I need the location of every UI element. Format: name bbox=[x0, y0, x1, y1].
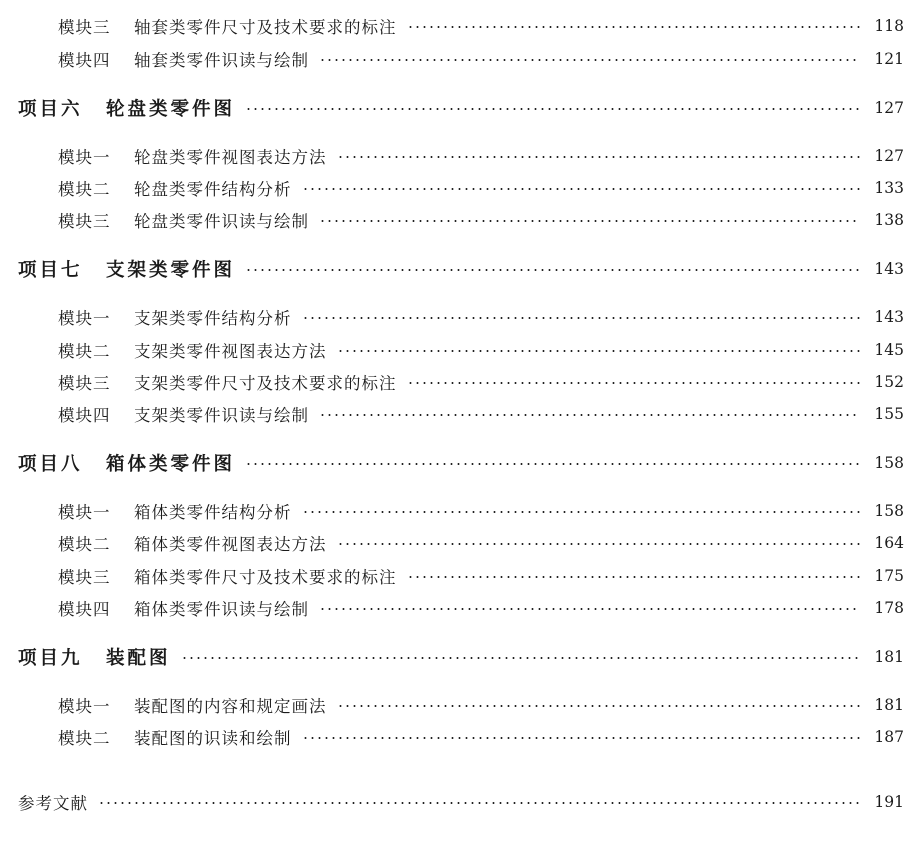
entry-title: 轮盘类零件识读与绘制 bbox=[134, 212, 309, 231]
page-number: 181 bbox=[874, 648, 904, 666]
toc-entry-module[interactable] bbox=[0, 496, 920, 526]
toc-entry-project[interactable] bbox=[0, 254, 920, 284]
entry-title: 轮盘类零件图 bbox=[106, 99, 236, 120]
page-number: 178 bbox=[874, 599, 904, 617]
entry-number: 模块二 bbox=[58, 342, 111, 361]
entry-number: 模块三 bbox=[58, 374, 111, 393]
toc-entry-module[interactable] bbox=[0, 11, 920, 41]
toc-entry-module[interactable] bbox=[0, 302, 920, 332]
dot-leader bbox=[319, 414, 860, 416]
entry-number: 项目六 bbox=[18, 99, 83, 120]
entry-number: 模块四 bbox=[58, 600, 111, 619]
dot-leader bbox=[407, 26, 861, 28]
toc-entry-project[interactable] bbox=[0, 93, 920, 123]
dot-leader bbox=[319, 220, 860, 222]
dot-leader bbox=[245, 269, 860, 271]
entry-number: 模块二 bbox=[58, 535, 111, 554]
toc-entry-module[interactable] bbox=[0, 593, 920, 623]
toc-entry-module[interactable] bbox=[0, 141, 920, 171]
page-number: 158 bbox=[874, 502, 904, 520]
dot-leader bbox=[337, 543, 861, 545]
dot-leader bbox=[245, 108, 860, 110]
entry-title: 轮盘类零件结构分析 bbox=[134, 180, 292, 199]
toc-entry-module[interactable] bbox=[0, 335, 920, 365]
dot-leader bbox=[337, 156, 861, 158]
toc-entry-module[interactable] bbox=[0, 561, 920, 591]
page-number: 158 bbox=[874, 454, 904, 472]
dot-leader bbox=[245, 463, 860, 465]
entry-number: 模块三 bbox=[58, 212, 111, 231]
entry-number: 模块三 bbox=[58, 18, 111, 37]
entry-number: 模块一 bbox=[58, 503, 111, 522]
entry-number: 模块二 bbox=[58, 180, 111, 199]
entry-title: 箱体类零件图 bbox=[106, 454, 236, 475]
page-number: 181 bbox=[874, 696, 904, 714]
page-number: 127 bbox=[874, 99, 904, 117]
page-number: 127 bbox=[874, 147, 904, 165]
entry-number: 项目七 bbox=[18, 260, 83, 281]
dot-leader bbox=[319, 608, 860, 610]
page-number: 187 bbox=[874, 728, 904, 746]
entry-title: 箱体类零件识读与绘制 bbox=[134, 600, 309, 619]
entry-number: 项目八 bbox=[18, 454, 83, 475]
toc-entry-module[interactable] bbox=[0, 399, 920, 429]
entry-title: 装配图的识读和绘制 bbox=[134, 729, 292, 748]
page-number: 133 bbox=[874, 179, 904, 197]
entry-title: 支架类零件图 bbox=[106, 260, 236, 281]
toc-entry-module[interactable] bbox=[0, 367, 920, 397]
entry-title: 轮盘类零件视图表达方法 bbox=[134, 148, 327, 167]
entry-title: 轴套类零件尺寸及技术要求的标注 bbox=[134, 18, 397, 37]
toc-entry-references[interactable] bbox=[0, 787, 920, 817]
entry-title: 支架类零件视图表达方法 bbox=[134, 342, 327, 361]
toc-entry-project[interactable] bbox=[0, 642, 920, 672]
entry-number: 模块四 bbox=[58, 406, 111, 425]
entry-title: 装配图的内容和规定画法 bbox=[134, 697, 327, 716]
page-number: 118 bbox=[874, 17, 904, 35]
page-number: 143 bbox=[874, 260, 904, 278]
dot-leader bbox=[302, 737, 861, 739]
entry-title: 支架类零件尺寸及技术要求的标注 bbox=[134, 374, 397, 393]
entry-number: 项目九 bbox=[18, 648, 83, 669]
dot-leader bbox=[319, 59, 860, 61]
entry-title: 轴套类零件识读与绘制 bbox=[134, 51, 309, 70]
toc-entry-module[interactable] bbox=[0, 44, 920, 74]
toc-entry-module[interactable] bbox=[0, 528, 920, 558]
page-number: 143 bbox=[874, 308, 904, 326]
toc-entry-module[interactable] bbox=[0, 205, 920, 235]
dot-leader bbox=[337, 705, 861, 707]
page-number: 155 bbox=[874, 405, 904, 423]
page-number: 152 bbox=[874, 373, 904, 391]
dot-leader bbox=[302, 317, 861, 319]
entry-title: 箱体类零件结构分析 bbox=[134, 503, 292, 522]
entry-number: 模块一 bbox=[58, 697, 111, 716]
toc-entry-module[interactable] bbox=[0, 173, 920, 203]
entry-number: 模块一 bbox=[58, 148, 111, 167]
dot-leader bbox=[337, 350, 861, 352]
page-number: 121 bbox=[874, 50, 904, 68]
entry-title: 箱体类零件尺寸及技术要求的标注 bbox=[134, 568, 397, 587]
page-number: 175 bbox=[874, 567, 904, 585]
entry-title: 支架类零件识读与绘制 bbox=[134, 406, 309, 425]
toc-entry-module[interactable] bbox=[0, 690, 920, 720]
entry-number: 模块四 bbox=[58, 51, 111, 70]
entry-number: 模块一 bbox=[58, 309, 111, 328]
dot-leader bbox=[302, 511, 861, 513]
page-number: 164 bbox=[874, 534, 904, 552]
page-number: 191 bbox=[874, 793, 904, 811]
entry-title: 参考文献 bbox=[18, 794, 88, 813]
dot-leader bbox=[407, 382, 861, 384]
entry-number: 模块三 bbox=[58, 568, 111, 587]
entry-title: 支架类零件结构分析 bbox=[134, 309, 292, 328]
dot-leader bbox=[407, 576, 861, 578]
page-number: 138 bbox=[874, 211, 904, 229]
toc-entry-module[interactable] bbox=[0, 722, 920, 752]
toc-entry-project[interactable] bbox=[0, 448, 920, 478]
page-number: 145 bbox=[874, 341, 904, 359]
dot-leader bbox=[98, 802, 860, 804]
entry-title: 装配图 bbox=[106, 648, 171, 669]
entry-number: 模块二 bbox=[58, 729, 111, 748]
entry-title: 箱体类零件视图表达方法 bbox=[134, 535, 327, 554]
dot-leader bbox=[181, 657, 860, 659]
dot-leader bbox=[302, 188, 861, 190]
